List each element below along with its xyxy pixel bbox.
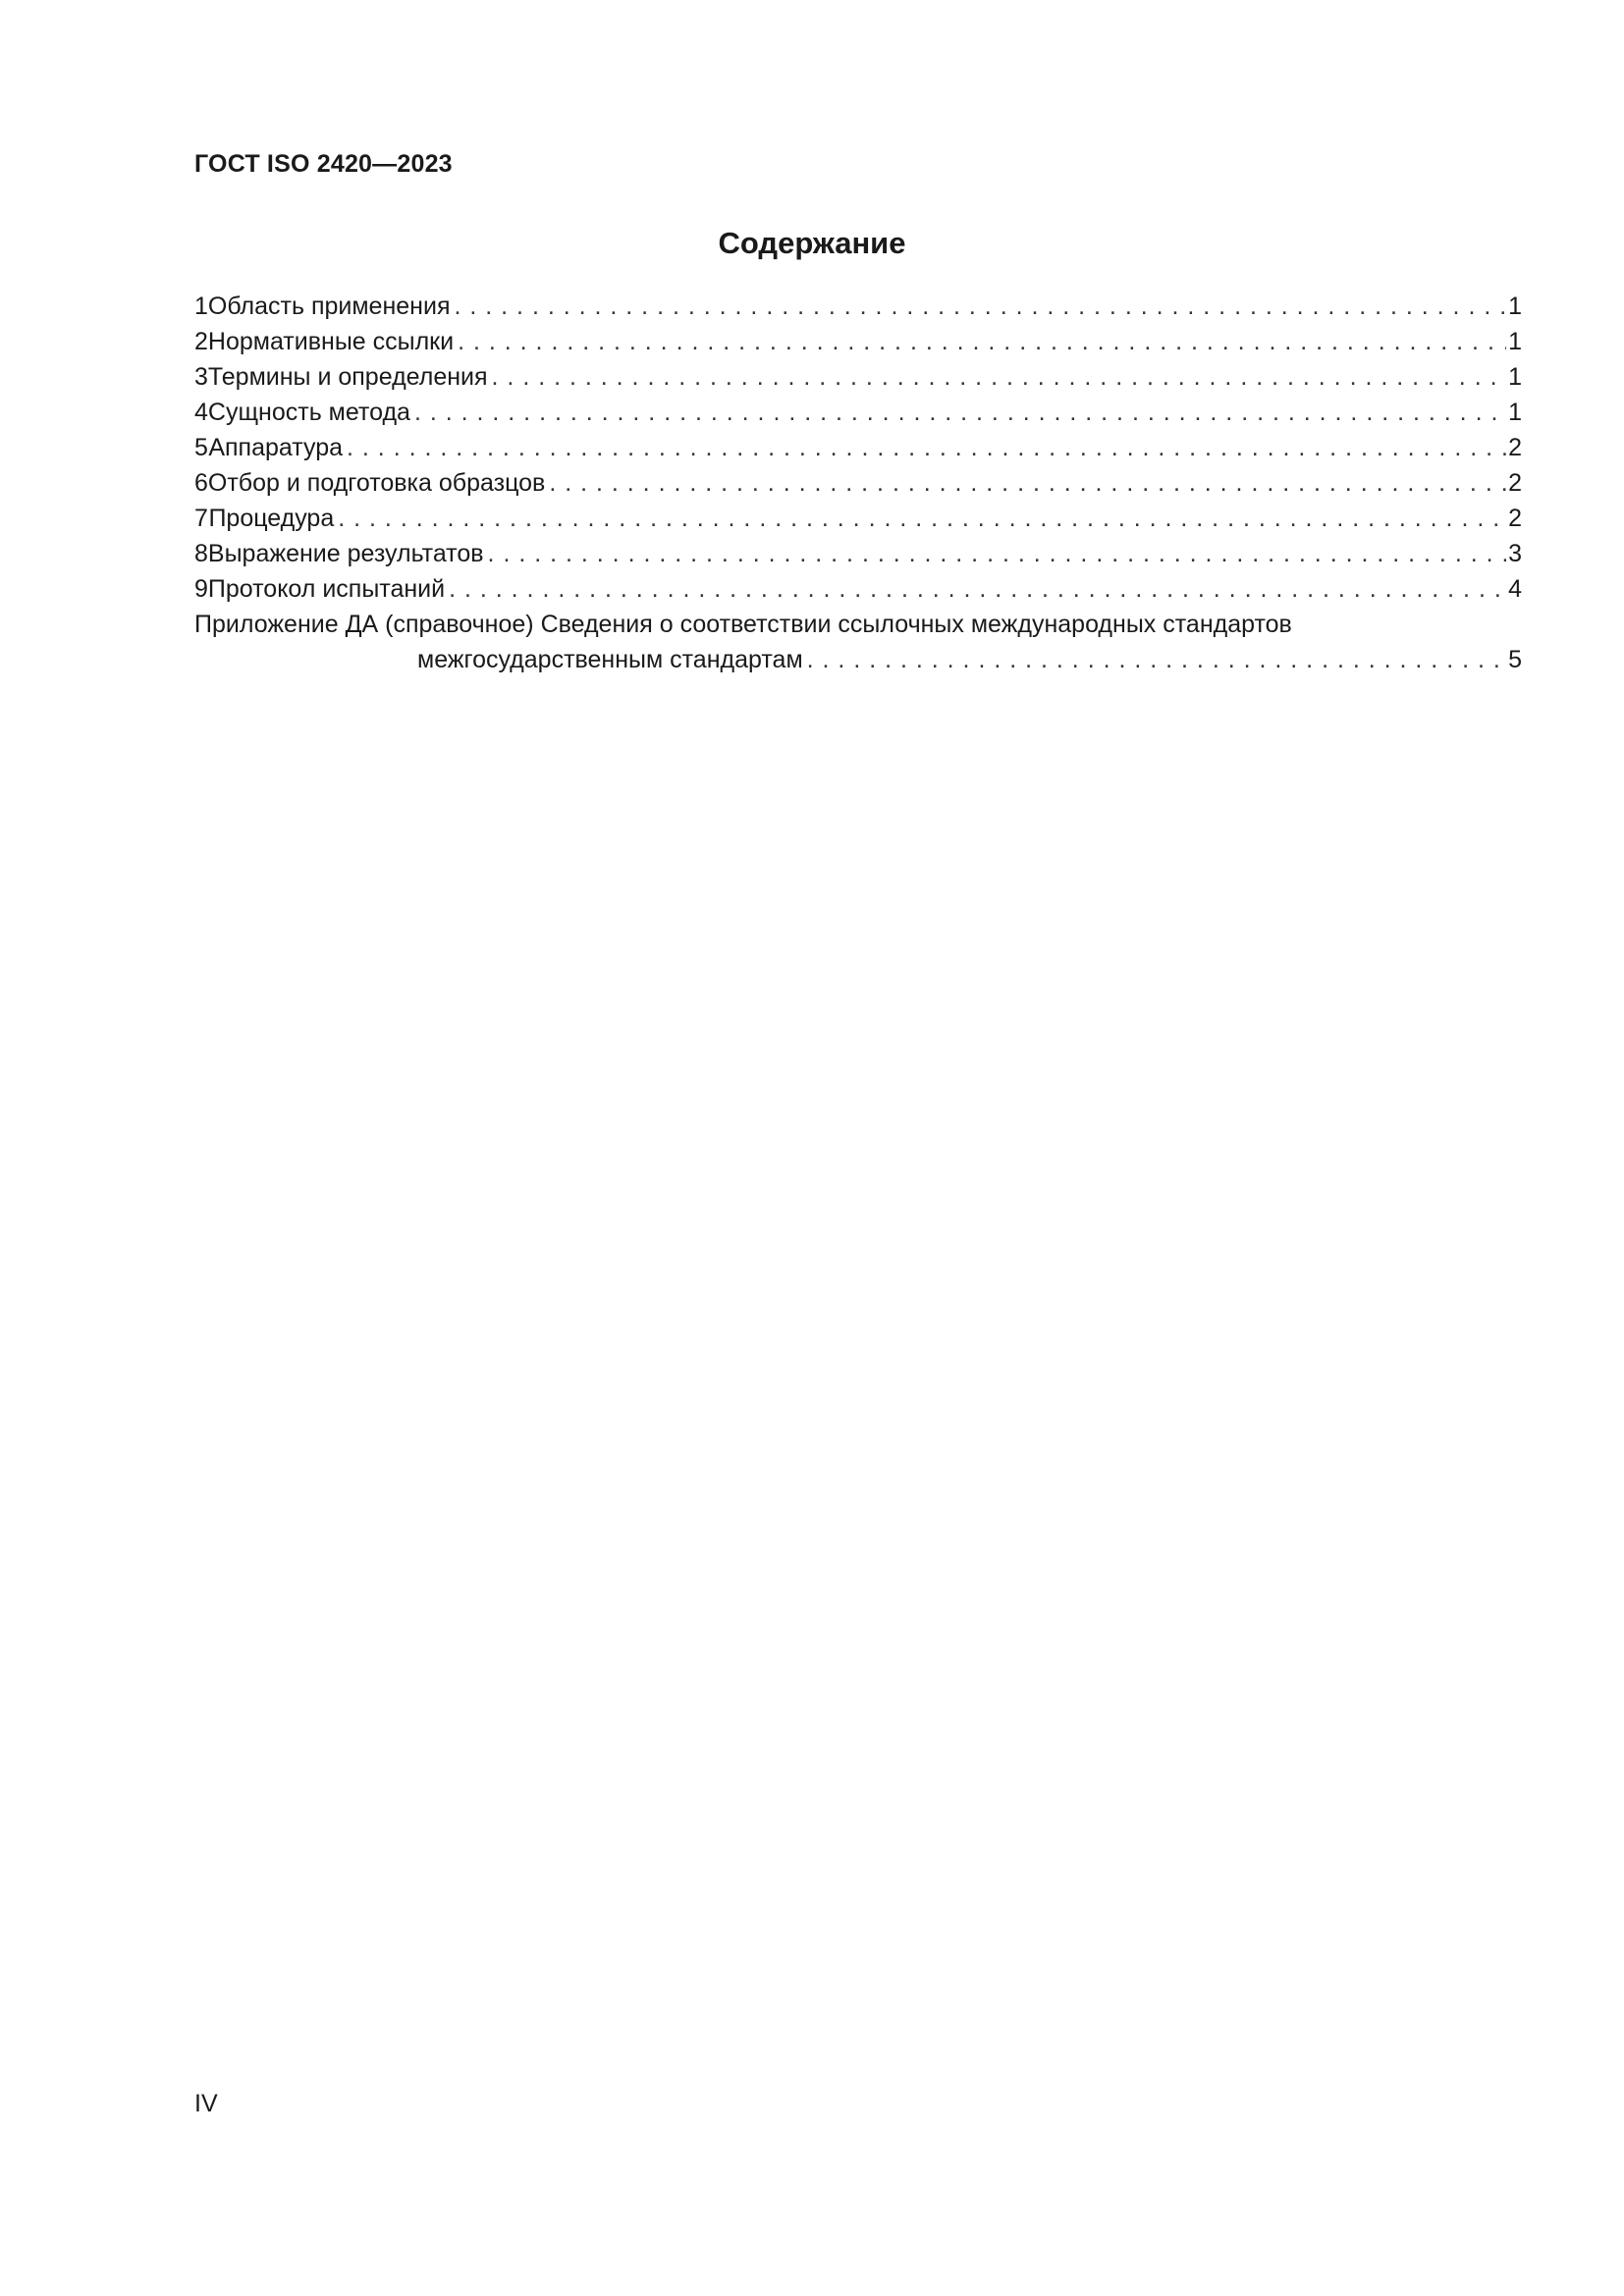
toc-leader-dots (807, 642, 1506, 677)
toc-leader-dots (449, 571, 1506, 607)
toc-entry-label: Аппаратура (208, 434, 344, 461)
toc-entry-label: Область применения (207, 293, 451, 320)
toc-entry-number: 6 (194, 469, 208, 497)
toc-entry-page: 1 (1508, 293, 1522, 320)
document-code: ГОСТ ISO 2420—2023 (194, 150, 453, 178)
table-of-contents (194, 289, 1522, 677)
toc-entry-label: Термины и определения (207, 363, 488, 391)
toc-entry-page: 1 (1508, 363, 1522, 391)
toc-leader-dots (549, 465, 1506, 501)
toc-entry-label: Отбор и подготовка образцов (207, 469, 546, 497)
toc-leader-dots (492, 359, 1506, 395)
toc-title: Содержание (718, 226, 906, 260)
toc-annex-label: межгосударственным стандартам (417, 646, 803, 673)
toc-entry-number: 9 (194, 575, 208, 603)
toc-entry-number: 5 (194, 434, 208, 461)
toc-entry-1[interactable] (194, 289, 1522, 324)
toc-leader-dots (454, 289, 1506, 324)
toc-entry-3[interactable] (194, 359, 1522, 395)
toc-entry-9[interactable] (194, 571, 1522, 607)
toc-entry-number: 8 (194, 540, 208, 567)
toc-entry-number: 2 (194, 328, 208, 355)
toc-entry-number: 3 (194, 363, 208, 391)
toc-entry-label: Процедура (208, 505, 335, 532)
toc-entry-page: 1 (1508, 399, 1522, 426)
toc-entry-page: 1 (1508, 328, 1522, 355)
toc-entry-number: 4 (194, 399, 208, 426)
toc-entry-label: Выражение результатов (207, 540, 484, 567)
toc-leader-dots (488, 536, 1506, 571)
toc-entry-7[interactable] (194, 501, 1522, 536)
toc-annex-continuation (194, 642, 1522, 677)
toc-entry-label: Нормативные ссылки (207, 328, 455, 355)
toc-entry-page: 5 (1508, 646, 1522, 673)
toc-entry-5[interactable] (194, 430, 1522, 465)
toc-entry-6[interactable] (194, 465, 1522, 501)
toc-entry-8[interactable] (194, 536, 1522, 571)
toc-entry-4[interactable] (194, 395, 1522, 430)
page-number: IV (194, 2090, 218, 2117)
toc-leader-dots (458, 324, 1506, 359)
toc-entry-page: 2 (1508, 505, 1522, 532)
toc-entry-number: 1 (194, 293, 208, 320)
toc-entry-2[interactable] (194, 324, 1522, 359)
toc-leader-dots (338, 501, 1506, 536)
toc-entry-page: 3 (1508, 540, 1522, 567)
toc-entry-page: 2 (1508, 434, 1522, 461)
toc-entry-annex[interactable] (194, 607, 1522, 677)
toc-entry-number: 7 (194, 505, 208, 532)
toc-annex-title: Приложение ДА (справочное) Сведения о соответствии ссылочных международных стандартов (194, 611, 1292, 638)
toc-entry-label: Протокол испытаний (207, 575, 446, 603)
toc-leader-dots (347, 430, 1506, 465)
toc-leader-dots (414, 395, 1506, 430)
toc-entry-page: 4 (1508, 575, 1522, 603)
toc-entry-label: Сущность метода (207, 399, 410, 426)
toc-entry-page: 2 (1508, 469, 1522, 497)
